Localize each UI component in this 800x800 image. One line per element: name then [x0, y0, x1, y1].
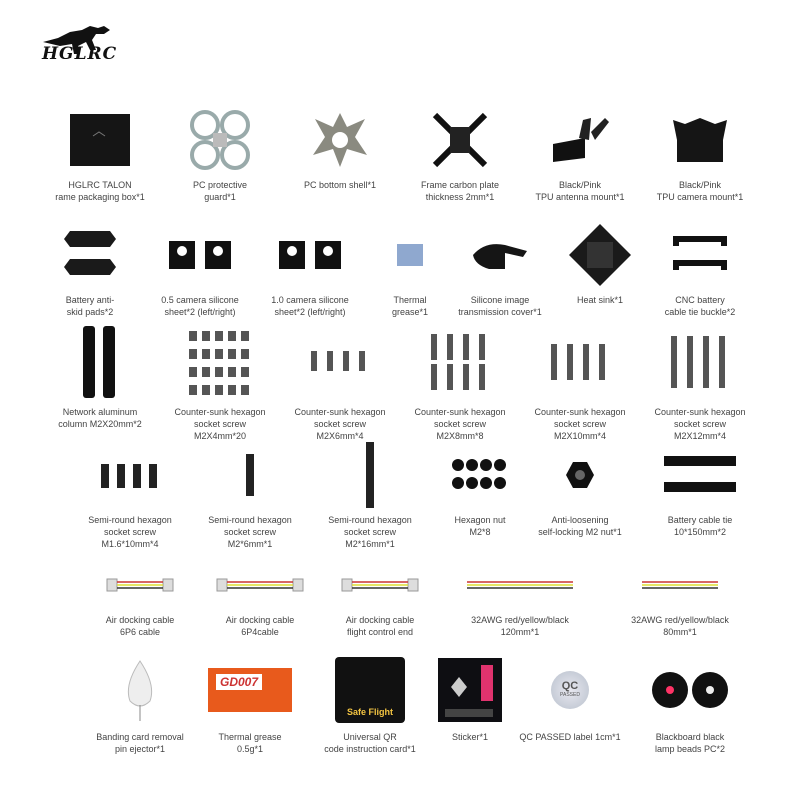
item-label: Black/Pink TPU camera mount*1: [656, 180, 744, 202]
item-label: PC protective guard*1: [192, 180, 248, 202]
standoff-icon: [75, 322, 125, 402]
cable-icon: [105, 575, 175, 595]
wire-icon: [465, 578, 575, 592]
item-wire-120: [460, 560, 580, 638]
silicone-sheet-icon: [165, 235, 235, 275]
buckle-icon: [665, 230, 735, 280]
screw-row-icon: [305, 347, 375, 377]
item-label: 0.5 camera silicone sheet*2 (left/right): [161, 295, 239, 317]
item-qc-label: [510, 652, 630, 743]
item-grease-pack: [190, 652, 310, 755]
item-label: Thermal grease 0.5g*1: [218, 732, 282, 754]
qc-label-icon: [551, 671, 589, 709]
item-label: Heat sink*1: [576, 295, 624, 305]
item-battery-buckle: [640, 220, 760, 318]
item-label: Air docking cable 6P6 cable: [105, 615, 175, 637]
item-wire-80: [620, 560, 740, 638]
prop-guard-icon: [185, 105, 255, 175]
qc-badge-bottom: PASSED: [560, 692, 580, 698]
thermal-pad-icon: [395, 240, 425, 270]
item-screw-m2x8: [400, 322, 520, 442]
skid-pad-icon: [60, 225, 120, 285]
silicone-sheet-icon: [275, 235, 345, 275]
item-label: Battery anti- skid pads*2: [65, 295, 115, 317]
screw-row-icon: [545, 340, 615, 384]
item-label: Semi-round hexagon socket screw M2*16mm*1: [328, 515, 412, 549]
cable-icon: [215, 575, 305, 595]
brand-name: HGLRC: [42, 44, 118, 64]
item-label: Blackboard black lamp beads PC*2: [654, 732, 726, 754]
carbon-frame-icon: [425, 105, 495, 175]
qc-badge-top: QC: [561, 680, 579, 692]
item-bottom-shell: [280, 105, 400, 191]
item-camera-mount: [640, 105, 760, 203]
item-label: Counter-sunk hexagon socket screw M2X10mm*4: [534, 407, 626, 441]
item-standoff: [40, 322, 160, 430]
round-screw-icon: [360, 440, 380, 510]
item-label: PC bottom shell*1: [303, 180, 377, 190]
item-label: Silicone image transmission cover*1: [458, 295, 542, 317]
item-label: 32AWG red/yellow/black 80mm*1: [631, 615, 729, 637]
item-screw-m16x10: [70, 440, 190, 550]
strap-icon: [660, 450, 740, 500]
camera-mount-icon: [665, 110, 735, 170]
sticker-icon: [437, 657, 503, 723]
vtx-cover-icon: [465, 235, 535, 275]
item-led-board: [630, 652, 750, 755]
item-label: QC PASSED label 1cm*1: [519, 732, 621, 742]
item-packaging-box: [40, 105, 160, 203]
round-screw-icon: [240, 450, 260, 500]
item-skid-pads: [30, 220, 150, 318]
bottom-shell-icon: [305, 105, 375, 175]
item-label: Anti-loosening self-locking M2 nut*1: [538, 515, 622, 537]
item-label: Banding card removal pin ejector*1: [96, 732, 184, 754]
item-label: Counter-sunk hexagon socket screw M2X12mm*4: [654, 407, 746, 441]
lock-nut-icon: [565, 460, 595, 490]
item-cable-6p4: [200, 560, 320, 638]
round-screw-icon: [95, 460, 165, 490]
item-label: Black/Pink TPU antenna mount*1: [535, 180, 625, 202]
item-label: CNC battery cable tie buckle*2: [664, 295, 736, 317]
hex-nut-icon: [450, 455, 510, 495]
item-label: HGLRC TALON rame packaging box*1: [55, 180, 145, 202]
item-label: Air docking cable flight control end: [345, 615, 415, 637]
item-cable-6p6: [80, 560, 200, 638]
item-label: Battery cable tie 10*150mm*2: [667, 515, 733, 537]
screw-grid-icon: [185, 327, 255, 397]
item-carbon-frame: [400, 105, 520, 203]
item-label: Hexagon nut M2*8: [454, 515, 506, 537]
item-silicone-05: [140, 220, 260, 318]
item-screw-m2x6-round: [190, 440, 310, 550]
cable-icon: [340, 575, 420, 595]
pin-ejector-icon: [120, 655, 160, 725]
item-protective-guard: [160, 105, 280, 203]
antenna-mount-icon: [545, 110, 615, 170]
item-label: Network aluminum column M2X20mm*2: [58, 407, 142, 429]
item-lock-nut: [520, 440, 640, 538]
qr-card-icon: [335, 657, 405, 723]
item-screw-m2x6: [280, 322, 400, 442]
item-label: Counter-sunk hexagon socket screw M2X8mm*8: [414, 407, 506, 441]
item-antenna-mount: [520, 105, 640, 203]
item-label: Frame carbon plate thickness 2mm*1: [420, 180, 500, 202]
item-label: Semi-round hexagon socket screw M2*6mm*1: [208, 515, 292, 549]
wire-icon: [640, 578, 720, 592]
item-label: 32AWG red/yellow/black 120mm*1: [471, 615, 569, 637]
heat-sink-icon: [565, 220, 635, 290]
item-label: Sticker*1: [451, 732, 488, 742]
item-screw-m2x16-round: [310, 440, 430, 550]
qr-card-text: Safe Flight: [346, 706, 393, 717]
item-screw-m2x10: [520, 322, 640, 442]
item-label: Universal QR code instruction card*1: [324, 732, 416, 754]
item-cable-fc: [320, 560, 440, 638]
led-board-icon: [650, 668, 730, 712]
item-screw-m2x12: [640, 322, 760, 442]
screw-row-icon: [425, 332, 495, 392]
item-screw-m2x4: [160, 322, 280, 442]
grease-pack-icon: [208, 668, 292, 712]
item-label: Thermal grease*1: [391, 295, 429, 317]
item-battery-strap: [640, 440, 760, 538]
box-icon: [65, 110, 135, 170]
item-label: Counter-sunk hexagon socket screw M2X4mm*20: [174, 407, 266, 441]
item-pin-ejector: [80, 652, 200, 755]
item-label: Air docking cable 6P4cable: [225, 615, 295, 637]
item-label: 1.0 camera silicone sheet*2 (left/right): [271, 295, 349, 317]
item-label: Counter-sunk hexagon socket screw M2X6mm*4: [294, 407, 386, 441]
screw-row-icon: [665, 332, 735, 392]
grease-pack-text: GD007: [216, 674, 262, 690]
item-label: Semi-round hexagon socket screw M1.6*10mm*4: [88, 515, 172, 549]
